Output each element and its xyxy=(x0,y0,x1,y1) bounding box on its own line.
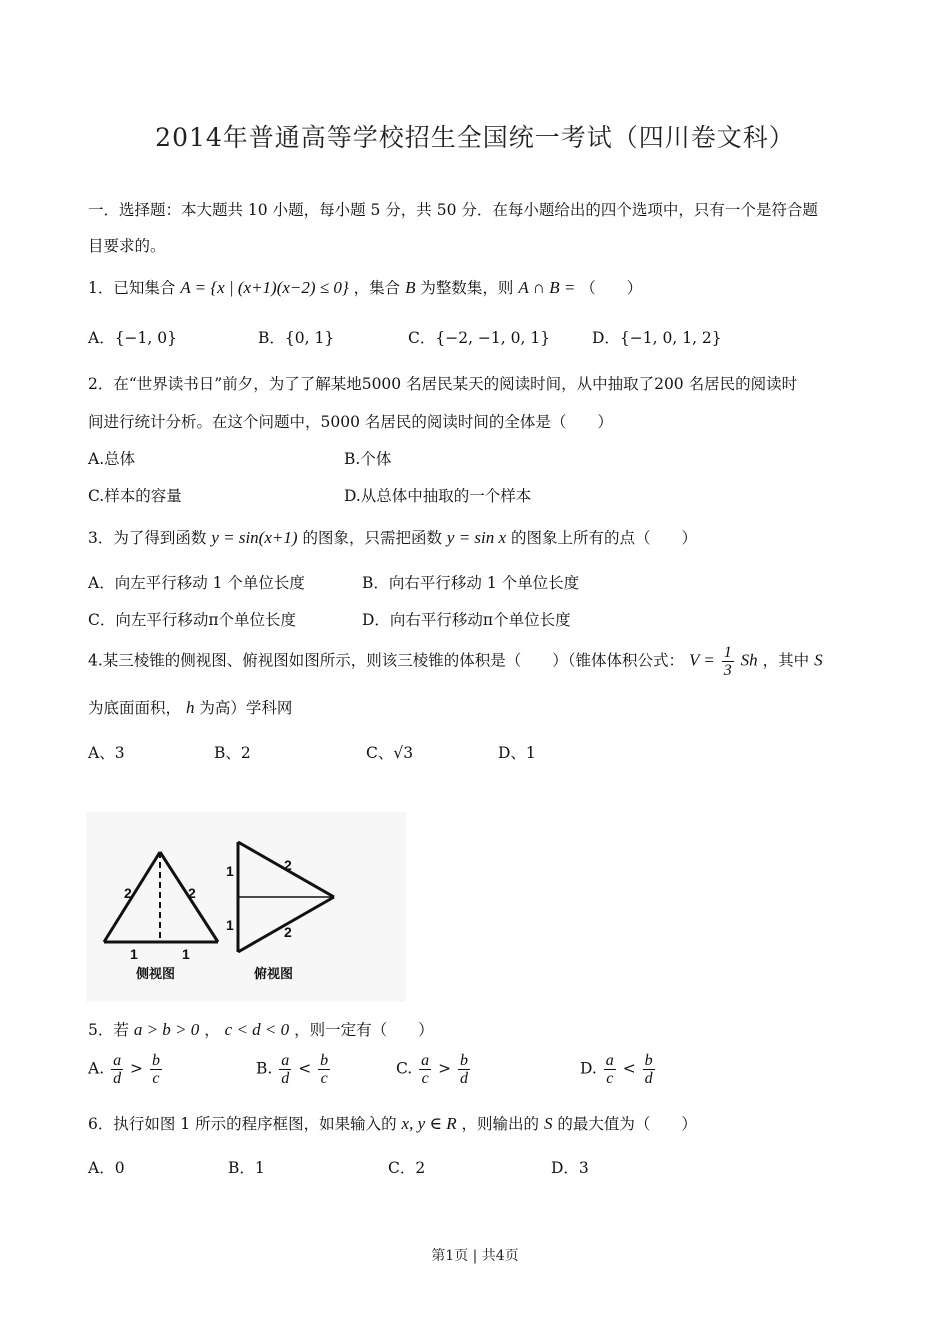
q5-text-c: ，则一定有（ ） xyxy=(294,1021,434,1039)
q5-option-b xyxy=(256,1052,332,1087)
section-intro-line2: 目要求的。 xyxy=(88,237,166,255)
q4-text-b: ，其中 xyxy=(762,651,810,670)
q5-c-operator: > xyxy=(438,1059,452,1078)
q5-d-left-fraction xyxy=(604,1052,616,1087)
q4-volume-symbol: V = xyxy=(688,650,715,670)
frac-num: a xyxy=(113,1052,122,1069)
question-2-line2: 间进行统计分析。在这个问题中，5000 名居民的阅读时间的全体是（ ） xyxy=(88,413,613,431)
top-view-lower-half-length: 1 xyxy=(226,917,234,933)
q5-text-b: ， xyxy=(204,1021,220,1039)
question-3-stem xyxy=(88,526,697,548)
question-5-stem xyxy=(88,1018,434,1040)
q5-inequality-a: a > b > 0 xyxy=(133,1020,200,1039)
figure-background xyxy=(86,812,406,1002)
q4-h: h xyxy=(185,698,195,717)
frac-den: c xyxy=(152,1070,160,1087)
q4-fraction-denominator: 3 xyxy=(723,662,732,679)
q5-inequality-b: c < d < 0 xyxy=(224,1020,290,1039)
frac-num: a xyxy=(281,1052,290,1069)
side-view-base-left-length: 1 xyxy=(130,946,138,962)
q4-option-d: D、1 xyxy=(498,744,536,762)
q1-option-d: D．{−1, 0, 1, 2} xyxy=(592,329,722,347)
q4-figure xyxy=(86,812,406,1002)
frac-num: b xyxy=(460,1052,469,1069)
top-view-label: 俯视图 xyxy=(254,966,294,981)
side-view-left-length: 2 xyxy=(124,885,132,901)
frac-den: c xyxy=(320,1070,328,1087)
frac-den: d xyxy=(113,1070,122,1087)
q4-figure-svg xyxy=(86,812,406,1002)
q3-option-c: C．向左平行移动π个单位长度 xyxy=(88,611,297,629)
q5-d-right-fraction xyxy=(643,1052,655,1087)
q6-option-d: D．3 xyxy=(551,1159,589,1177)
question-6-stem xyxy=(88,1112,697,1134)
q6-text-c: 的最大值为（ ） xyxy=(557,1115,697,1133)
q3-text-c: 的图象上所有的点（ ） xyxy=(511,529,698,547)
q3-text-a: 3．为了得到函数 xyxy=(88,529,207,547)
frac-num: a xyxy=(421,1052,430,1069)
frac-num: b xyxy=(644,1052,653,1069)
q5-a-left-fraction xyxy=(111,1052,123,1087)
q6-text-b: ，则输出的 xyxy=(461,1115,540,1133)
top-view-lower-length: 2 xyxy=(284,924,292,940)
q3-function-b: y = sin x xyxy=(446,528,507,547)
q5-option-a xyxy=(88,1052,164,1087)
q5-b-right-fraction xyxy=(318,1052,330,1087)
q6-option-c: C．2 xyxy=(388,1159,426,1177)
q5-a-operator: > xyxy=(130,1059,143,1078)
q5-option-c xyxy=(396,1052,472,1087)
q5-b-operator: < xyxy=(298,1059,312,1078)
q6-s: S xyxy=(543,1114,553,1133)
q5-c-right-fraction xyxy=(458,1052,470,1087)
side-view-label: 侧视图 xyxy=(136,966,176,981)
top-view-upper-length: 2 xyxy=(284,857,292,873)
q3-option-b: B．向右平行移动 1 个单位长度 xyxy=(362,574,580,592)
side-view-right-length: 2 xyxy=(188,885,196,901)
frac-den: c xyxy=(421,1070,429,1087)
frac-num: a xyxy=(605,1052,614,1069)
q6-option-a: A．0 xyxy=(88,1159,125,1177)
q5-option-a-label: A. xyxy=(88,1059,105,1078)
q4-fraction-numerator: 1 xyxy=(723,644,732,661)
q4-option-c: C、√3 xyxy=(366,744,414,762)
q3-option-a: A．向左平行移动 1 个单位长度 xyxy=(88,574,305,592)
q1-text-c: 为整数集，则 xyxy=(420,279,514,297)
q1-option-c: C．{−2, −1, 0, 1} xyxy=(408,329,551,347)
q4-option-b: B、2 xyxy=(214,744,251,762)
q5-option-c-label: C. xyxy=(396,1059,413,1078)
q2-option-b: B.个体 xyxy=(344,450,392,468)
frac-den: d xyxy=(460,1070,469,1087)
q5-option-b-label: B. xyxy=(256,1059,273,1078)
question-2-line1: 2．在“世界读书日”前夕，为了了解某地5000 名居民某天的阅读时间，从中抽取了200 名居民的阅读时 xyxy=(88,375,798,393)
q4-text-c: 为底面面积， xyxy=(88,699,182,717)
side-view-base-right-length: 1 xyxy=(182,946,190,962)
q4-s: S xyxy=(814,650,823,670)
q1-option-b: B．{0, 1} xyxy=(258,329,335,347)
frac-den: d xyxy=(281,1070,290,1087)
q4-text-a: 4.某三棱锥的侧视图、俯视图如图所示，则该三棱锥的体积是（ ）（锥体体积公式： xyxy=(88,651,685,670)
q1-text-d: （ ） xyxy=(580,279,643,297)
q5-b-left-fraction xyxy=(279,1052,291,1087)
frac-den: d xyxy=(644,1070,653,1087)
q5-text-a: 5．若 xyxy=(88,1021,129,1039)
q3-function-a: y = sin(x+1) xyxy=(211,528,298,547)
frac-num: b xyxy=(320,1052,329,1069)
q5-d-operator: < xyxy=(622,1059,636,1078)
q3-option-d: D．向右平行移动π个单位长度 xyxy=(362,611,571,629)
top-view-upper-half-length: 1 xyxy=(226,863,234,879)
q4-option-a: A、3 xyxy=(88,744,125,762)
q5-option-d xyxy=(580,1052,657,1087)
question-1-stem xyxy=(88,276,642,298)
q5-option-d-label: D. xyxy=(580,1059,597,1078)
frac-num: b xyxy=(151,1052,160,1069)
q4-text-d: 为高）学科网 xyxy=(199,699,293,717)
q4-sh: Sh xyxy=(740,650,758,670)
q1-text-b: ，集合 xyxy=(353,279,401,297)
q5-a-right-fraction xyxy=(150,1052,162,1087)
frac-den: c xyxy=(606,1070,614,1087)
section-intro-line1: 一．选择题：本大题共 10 小题，每小题 5 分，共 50 分．在每小题给出的四个选项中，只有一个是符合题 xyxy=(88,201,818,219)
question-4-line1 xyxy=(88,644,823,679)
question-4-line2 xyxy=(88,696,292,718)
q6-input-domain: x, y ∈ R xyxy=(401,1114,457,1133)
page-footer: 第1页 | 共4页 xyxy=(431,1248,519,1264)
q6-option-b: B．1 xyxy=(228,1159,265,1177)
q5-c-left-fraction xyxy=(419,1052,431,1087)
q4-fraction xyxy=(722,644,734,679)
q1-set-b: B xyxy=(405,278,416,297)
q6-text-a: 6．执行如图 1 所示的程序框图，如果输入的 xyxy=(88,1115,397,1133)
q2-option-d: D.从总体中抽取的一个样本 xyxy=(344,487,532,505)
q1-text-a: 1．已知集合 xyxy=(88,279,176,297)
q2-option-c: C.样本的容量 xyxy=(88,487,182,505)
q1-intersection: A ∩ B = xyxy=(518,278,576,297)
q1-option-a: A．{−1, 0} xyxy=(88,329,177,347)
page-title: 2014年普通高等学校招生全国统一考试（四川卷文科） xyxy=(155,123,795,152)
q2-option-a: A.总体 xyxy=(88,450,136,468)
q1-set-a: A = {x | (x+1)(x−2) ≤ 0} xyxy=(180,278,349,297)
q3-text-b: 的图象，只需把函数 xyxy=(302,529,442,547)
